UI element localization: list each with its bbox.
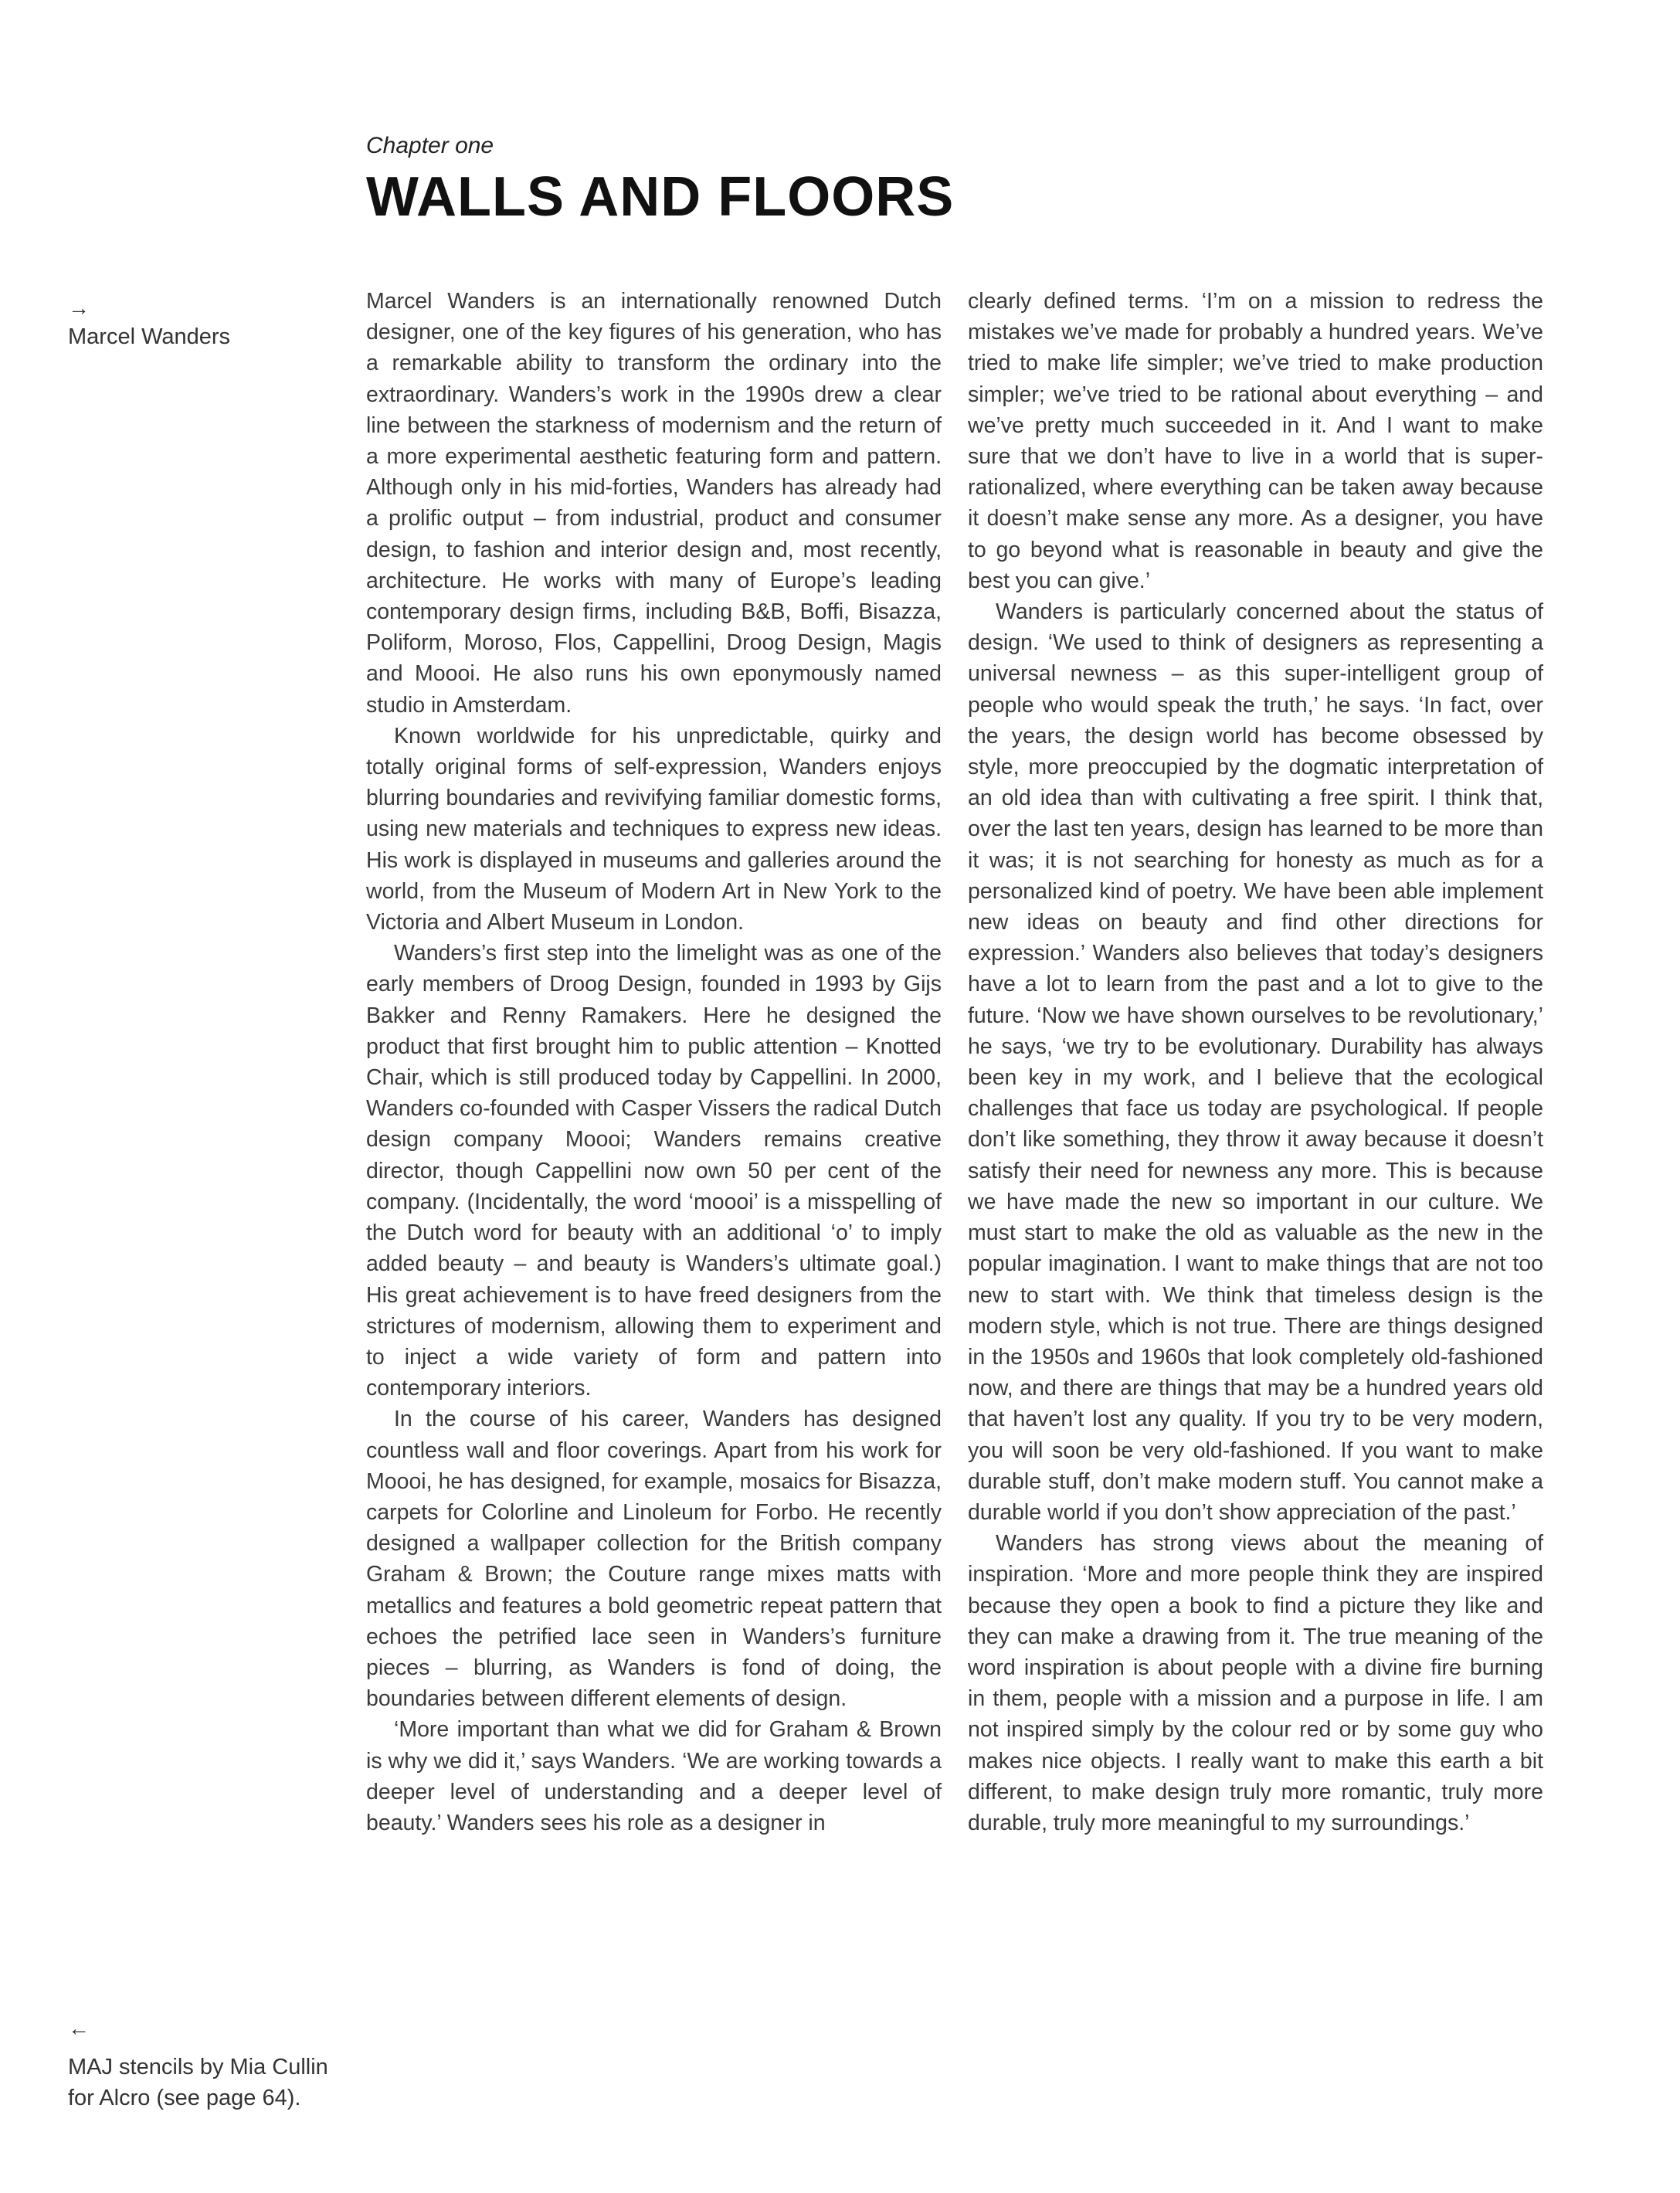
article-column-left bbox=[366, 286, 942, 1838]
photo-caption-bottom-line2: for Alcro (see page 64). bbox=[68, 2086, 301, 2110]
photo-caption-top: Marcel Wanders bbox=[68, 324, 231, 349]
chapter-title: WALLS AND FLOORS bbox=[366, 166, 955, 228]
chapter-label: Chapter one bbox=[366, 133, 494, 158]
right-arrow-icon: → bbox=[68, 296, 90, 320]
paragraph: clearly defined terms. ‘I’m on a mission to redress the mistakes we’ve made for probably a hundred years. We’ve tried to make life simpler; we’ve tried to make production simpler; we’ve tried to be rational about everything – and we’ve pretty much succeeded in it. And I want to make sure that we don’t have to live in a world that is super-rationalized, where everything can be taken away because it doesn’t make sense any more. As a designer, you have to go beyond what is reasonable in beauty and give the best you can give.’ bbox=[968, 289, 1543, 593]
paragraph: Marcel Wanders is an internationally renowned Dutch designer, one of the key figures of his generation, who has a remarkable ability to transform the ordinary into the extraordinary. Wanders’s work in the 1990s drew a clear line between the starkness of modernism and the return of a more experimental aesthetic featuring form and pattern. Although only in his mid-forties, Wanders has already had a prolific output – from industrial, product and consumer design, to fashion and interior design and, most recently, architecture. He works with many of Europe’s leading contemporary design firms, including B&B, Boffi, Bisazza, Poliform, Moroso, Flos, Cappellini, Droog Design, Magis and Moooi. He also runs his own eponymously named studio in Amsterdam. bbox=[366, 289, 942, 718]
paragraph: Wanders is particularly concerned about the status of design. ‘We used to think of designers as representing a universal newness – as this super-intelligent group of people who would speak the truth,’ he says. ‘In fact, over the years, the design world has become obsessed by style, more preoccupied by the dogmatic interpretation of an old idea than with cultivating a free spirit. I think that, over the last ten years, design has learned to be more than it was; it is not searching for honesty as much as for a personalized kind of poetry. We have been able implement new ideas on beauty and find other directions for expression.’ Wanders also believes that today’s designers have a lot to learn from the past and a lot to give to the future. ‘Now we have shown ourselves to be revolutionary,’ he says, ‘we try to be evolutionary. Durability has always been key in my work, and I believe that the ecological challenges that face us today are psychological. If people don’t like something, they throw it away because it doesn’t satisfy their need for newness any more. This is because we have made the new so important in our culture. We must start to make the old as valuable as the new in the popular imagination. I want to make things that are not too new to start with. We think that timeless design is the modern style, which is not true. There are things designed in the 1950s and 1960s that look completely old-fashioned now, and there are things that may be a hundred years old that haven’t lost any quality. If you try to be very modern, you will soon be very old-fashioned. If you want to make durable stuff, don’t make modern stuff. You cannot make a durable world if you don’t show appreciation of the past.’ bbox=[968, 599, 1543, 1525]
article-column-right bbox=[968, 286, 1543, 1838]
paragraph: Wanders’s first step into the limelight was as one of the early members of Droog Design, founded in 1993 by Gijs Bakker and Renny Ramakers. Here he designed the product that first brought him to public attention – Knotted Chair, which is still produced today by Cappellini. In 2000, Wanders co-founded with Casper Vissers the radical Dutch design company Moooi; Wanders remains creative director, though Cappellini now own 50 per cent of the company. (Incidentally, the word ‘moooi’ is a misspelling of the Dutch word for beauty with an additional ‘o’ to imply added beauty – and beauty is Wanders’s ultimate goal.) His great achievement is to have freed designers from the strictures of modernism, allowing them to experiment and to inject a wide variety of form and pattern into contemporary interiors. bbox=[366, 941, 942, 1401]
paragraph: Wanders has strong views about the meaning of inspiration. ‘More and more people think they are inspired because they open a book to find a picture they like and they can make a drawing from it. The true meaning of the word inspiration is about people with a divine fire burning in them, people with a mission and a purpose in life. I am not inspired simply by the colour red or by some guy who makes nice objects. I really want to make this earth a bit different, to make design truly more romantic, truly more durable, truly more meaningful to my surroundings.’ bbox=[968, 1531, 1543, 1835]
paragraph: In the course of his career, Wanders has designed countless wall and floor coverings. Apart from his work for Moooi, he has designed, for example, mosaics for Bisazza, carpets for Colorline and Linoleum for Forbo. He recently designed a wallpaper collection for the British company Graham & Brown; the Couture range mixes matts with metallics and features a bold geometric repeat pattern that echoes the petrified lace seen in Wanders’s furniture pieces – blurring, as Wanders is fond of doing, the boundaries between different elements of design. bbox=[366, 1407, 942, 1712]
paragraph: ‘More important than what we did for Graham & Brown is why we did it,’ says Wanders. ‘We are working towards a deeper level of understanding and a deeper level of beauty.’ Wanders sees his role as a designer in bbox=[366, 1717, 942, 1835]
paragraph: Known worldwide for his unpredictable, quirky and totally original forms of self-expression, Wanders enjoys blurring boundaries and revivifying familiar domestic forms, using new materials and techniques to express new ideas. His work is displayed in museums and galleries around the world, from the Museum of Modern Art in New York to the Victoria and Albert Museum in London. bbox=[366, 723, 942, 935]
photo-caption-bottom bbox=[68, 2052, 328, 2113]
left-arrow-icon: ← bbox=[68, 2016, 90, 2040]
photo-caption-bottom-line1: MAJ stencils by Mia Cullin bbox=[68, 2055, 328, 2079]
